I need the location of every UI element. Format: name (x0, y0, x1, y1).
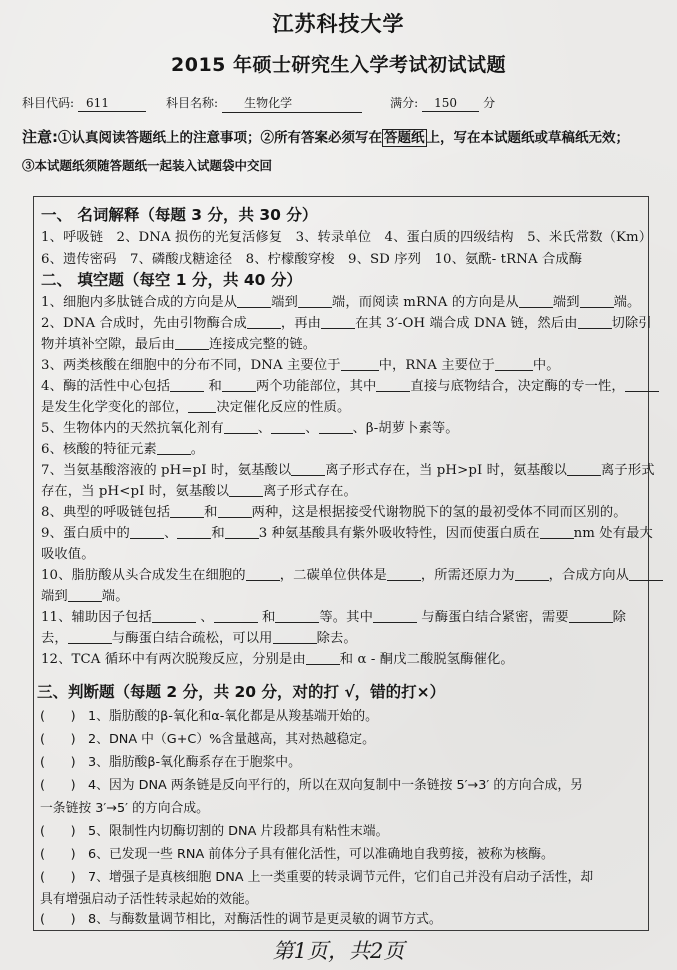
answer-sheet-boxed: 答题纸 (384, 130, 425, 146)
university-title: 江苏科技大学 (272, 12, 405, 36)
tf-item-7-cont: 具有增强启动子活性转录起始的效能。 (40, 892, 258, 907)
fill-q6: 6、核酸的特征元素 。 (41, 442, 205, 457)
tf-item-6: ( ) 6、已发现一些 RNA 前体分子具有催化活性，可以准确地自我剪接，被称为核酶。 (40, 847, 554, 862)
subject-code-value: 611 (78, 96, 146, 112)
tf-item-2: ( ) 2、DNA 中（G+C）%含量越高，其对热越稳定。 (40, 732, 375, 747)
page-number-note: 第1页，共2页 (272, 939, 405, 963)
section1-title: 一、 名词解释（每题 3 分，共 30 分） (41, 206, 318, 224)
fill-q5: 5、生物体内的天然抗氧化剂有 、 、 、β-胡萝卜素等。 (41, 421, 459, 436)
answer-paren: ( ) (40, 870, 76, 885)
fill-q3: 3、两类核酸在细胞中的分布不同，DNA 主要位于 中，RNA 主要位于 中。 (41, 358, 560, 373)
answer-paren: ( ) (40, 732, 76, 747)
tf-item-5: ( ) 5、限制性内切酶切割的 DNA 片段都具有粘性末端。 (40, 824, 389, 839)
tf-item-8 (40, 908, 442, 927)
section3-title: 三、判断题（每题 2 分，共 20 分，对的打 √，错的打×） (37, 683, 446, 701)
fill-q9-cont: 吸收值。 (41, 547, 95, 562)
answer-paren: ( ) (40, 778, 76, 793)
score-unit: 分 (483, 96, 496, 110)
subject-code-label: 科目代码: (22, 96, 75, 110)
answer-paren: ( ) (40, 847, 76, 862)
exam-meta (22, 94, 495, 113)
tf-item-1: ( ) 1、脂肪酸的β-氧化和α-氧化都是从羧基端开始的。 (40, 709, 378, 724)
tf-item-3: ( ) 3、脂肪酸β-氧化酶系存在于胞浆中。 (40, 755, 301, 770)
tf-item-8-text: 8、与酶数量调节相比，对酶活性的调节是更灵敏的调节方式。 (88, 912, 442, 927)
tf-item-7: ( ) 7、增强子是真核细胞 DNA 上一类重要的转录调节元件，它们自己并没有启动子活性，却 (40, 870, 594, 885)
tf-item-4-cont: 一条链按 3′→5′ 的方向合成。 (40, 801, 209, 816)
subject-name-value: 生物化学 (222, 94, 362, 113)
answer-paren: ( ) (40, 709, 76, 724)
answer-paren: ( ) (40, 824, 76, 839)
fill-q12: 12、TCA 循环中有两次脱羧反应，分别是由 和 α - 酮戊二酸脱氢酶催化。 (41, 652, 514, 667)
section1-line-1: 1、呼吸链 2、DNA 损伤的光复活修复 3、转录单位 4、蛋白质的四级结构 5、米氏常数（Km） (41, 230, 653, 245)
fill-q4: 4、酶的活性中心包括 和 两个功能部位，其中 直接与底物结合，决定酶的专一性， (41, 375, 659, 394)
notice-lead: 注意: (22, 128, 58, 146)
fill-q4-cont: 是发生化学变化的部位， 决定催化反应的性质。 (41, 400, 351, 415)
section1-line-2: 6、遗传密码 7、磷酸戊糖途径 8、柠檬酸穿梭 9、SD 序列 10、氨酰- tRNA 合成酶 (41, 252, 583, 267)
section2-title: 二、 填空题（每空 1 分，共 40 分） (41, 271, 302, 289)
fill-q11-cont: 去， 与酶蛋白结合疏松，可以用 除去。 (41, 631, 357, 646)
full-score-label: 满分: (390, 96, 419, 110)
full-score-value: 150 (422, 96, 479, 112)
notice-line-1 (22, 126, 629, 147)
subject-name-label: 科目名称: (166, 96, 219, 110)
answer-paren: ( ) (40, 912, 76, 927)
fill-q2: 2、DNA 合成时，先由引物酶合成 ，再由 在其 3′-OH 端合成 DNA 链，然后由 切除引 (41, 316, 652, 331)
fill-q10: 10、脂肪酸从头合成发生在细胞的 ，二碳单位供体是 ，所需还原力为 ，合成方向从 (41, 564, 663, 583)
exam-title: 2015 年硕士研究生入学考试初试试题 (171, 54, 506, 76)
fill-q7-cont: 存在，当 pH<pI 时，氨基酸以 离子形式存在。 (41, 484, 357, 499)
fill-q2-cont: 物并填补空隙，最后由 连接成完整的链。 (41, 337, 317, 352)
notice-text: ①认真阅读答题纸上的注意事项；②所有答案必须写在 (58, 130, 382, 146)
fill-q8: 8、典型的呼吸链包括 和 两种，这是根据接受代谢物脱下的氢的最初受体不同而区别的。 (41, 505, 627, 520)
fill-q10-cont: 端到 端。 (41, 589, 129, 604)
fill-q7: 7、当氨基酸溶液的 pH=pI 时，氨基酸以 离子形式存在，当 pH>pI 时，氨基酸以 离子形式 (41, 463, 655, 478)
notice-line-2: ③本试题纸须随答题纸一起装入试题袋中交回 (22, 158, 273, 173)
answer-paren: ( ) (40, 755, 76, 770)
tf-item-4: ( ) 4、因为 DNA 两条链是反向平行的，所以在双向复制中一条链按 5′→3′ 的方向合成，另 (40, 778, 583, 793)
notice-text: 上，写在本试题纸或草稿纸无效； (426, 130, 629, 146)
fill-q1: 1、细胞内多肽链合成的方向是从 端到 端，而阅读 mRNA 的方向是从 端到 端。 (41, 295, 641, 310)
fill-q9: 9、蛋白质中的 、 和 3 种氨基酸具有紫外吸收特性，因而使蛋白质在 nm 处有最大 (41, 526, 653, 541)
fill-q11: 11、辅助因子包括 、 和 等。其中 与酶蛋白结合紧密，需要 除 (41, 610, 627, 625)
